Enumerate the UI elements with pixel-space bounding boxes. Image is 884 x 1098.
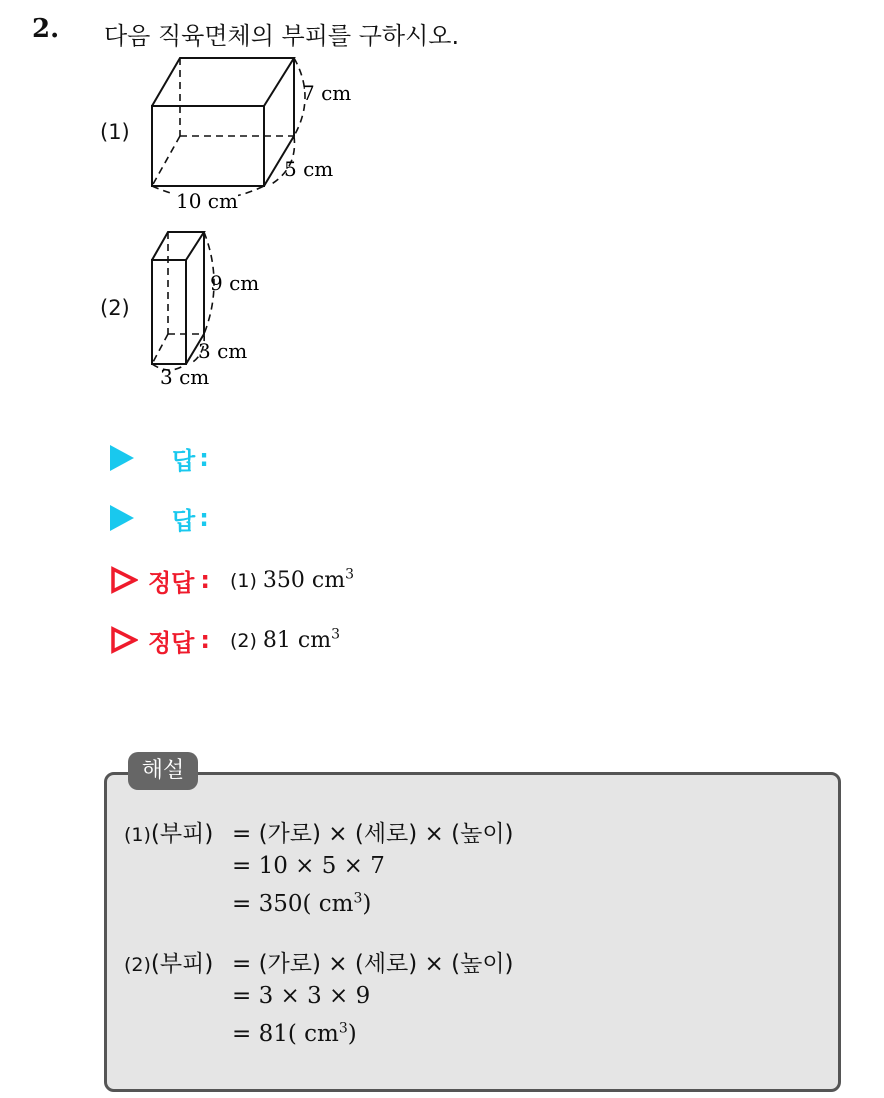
solution-1-formula: = (가로) × (세로) × (높이) bbox=[232, 821, 514, 847]
correct-answer-label: 정답 bbox=[148, 568, 195, 597]
cuboid-2-top-face bbox=[152, 232, 204, 260]
cuboid-2-front-face bbox=[152, 260, 186, 364]
solution-2-line-1 bbox=[124, 945, 213, 978]
correct-answer-part: (1) bbox=[229, 569, 257, 592]
correct-answer-part: (2) bbox=[229, 629, 257, 652]
cuboid-2-depth-label: 3 cm bbox=[198, 339, 248, 363]
correct-answer-colon: : bbox=[200, 566, 210, 594]
cuboid-1-height-label: 7 cm bbox=[302, 81, 352, 105]
question-number: 2. bbox=[32, 14, 60, 44]
solution-1-substitution: = 10 × 5 × 7 bbox=[232, 853, 385, 879]
correct-answer-row-1 bbox=[110, 562, 354, 598]
answer-colon: : bbox=[199, 504, 209, 532]
correct-answer-label: 정답 bbox=[148, 628, 195, 657]
correct-answer-row-2 bbox=[110, 622, 340, 658]
outline-triangle-icon bbox=[110, 626, 138, 654]
solution-1-result-value: = 350( cm bbox=[232, 891, 354, 917]
question-text: 다음 직육면체의 부피를 구하시오. bbox=[104, 22, 460, 50]
solution-2-lhs: (부피) bbox=[150, 951, 214, 977]
cuboid-figure-1 bbox=[140, 50, 360, 220]
cuboid-1-hidden-diagonal bbox=[152, 136, 180, 186]
answer-colon: : bbox=[199, 444, 209, 472]
correct-answer-value bbox=[230, 568, 354, 593]
answer-label: 답 bbox=[172, 446, 196, 475]
correct-answer-colon: : bbox=[200, 626, 210, 654]
cuboid-1-width-label: 10 cm bbox=[176, 189, 238, 213]
solution-2-number: (2) bbox=[124, 954, 151, 976]
solution-2-substitution: = 3 × 3 × 9 bbox=[232, 983, 371, 1009]
cuboid-2-width-label: 3 cm bbox=[160, 365, 210, 389]
solution-2-result-exponent: 3 bbox=[338, 1020, 348, 1037]
solution-1-result-exponent: 3 bbox=[353, 890, 363, 907]
cuboid-1-depth-label: 5 cm bbox=[284, 157, 334, 181]
solution-1-lhs: (부피) bbox=[150, 821, 214, 847]
correct-answer-value bbox=[230, 628, 340, 653]
solution-1-line-1 bbox=[124, 815, 213, 848]
correct-answer-number: 81 cm bbox=[262, 627, 332, 653]
solution-2-formula: = (가로) × (세로) × (높이) bbox=[232, 951, 514, 977]
solution-2-result-close: ) bbox=[347, 1021, 357, 1047]
solution-2-result bbox=[232, 1021, 357, 1047]
answer-label: 답 bbox=[172, 506, 196, 535]
cuboid-figure-2 bbox=[140, 222, 280, 392]
play-triangle-icon bbox=[110, 505, 134, 531]
correct-answer-exponent: 3 bbox=[331, 626, 340, 643]
answer-row-1[interactable] bbox=[110, 440, 209, 476]
solution-1-result bbox=[232, 891, 371, 917]
play-triangle-icon bbox=[110, 445, 134, 471]
correct-answer-number: 350 cm bbox=[262, 567, 346, 593]
solution-1-number: (1) bbox=[124, 824, 151, 846]
answer-row-2[interactable] bbox=[110, 500, 209, 536]
cuboid-2-height-label: 9 cm bbox=[210, 271, 260, 295]
cuboid-1-front-face bbox=[152, 106, 264, 186]
solution-tag: 해설 bbox=[128, 752, 198, 790]
correct-answer-exponent: 3 bbox=[345, 566, 354, 583]
figure-1-label: (1) bbox=[100, 120, 130, 144]
cuboid-1-top-face bbox=[152, 58, 294, 106]
cuboid-2-hidden-diagonal bbox=[152, 334, 168, 364]
outline-triangle-icon bbox=[110, 566, 138, 594]
figure-2-label: (2) bbox=[100, 296, 130, 320]
solution-1-result-close: ) bbox=[362, 891, 372, 917]
solution-2-result-value: = 81( cm bbox=[232, 1021, 339, 1047]
